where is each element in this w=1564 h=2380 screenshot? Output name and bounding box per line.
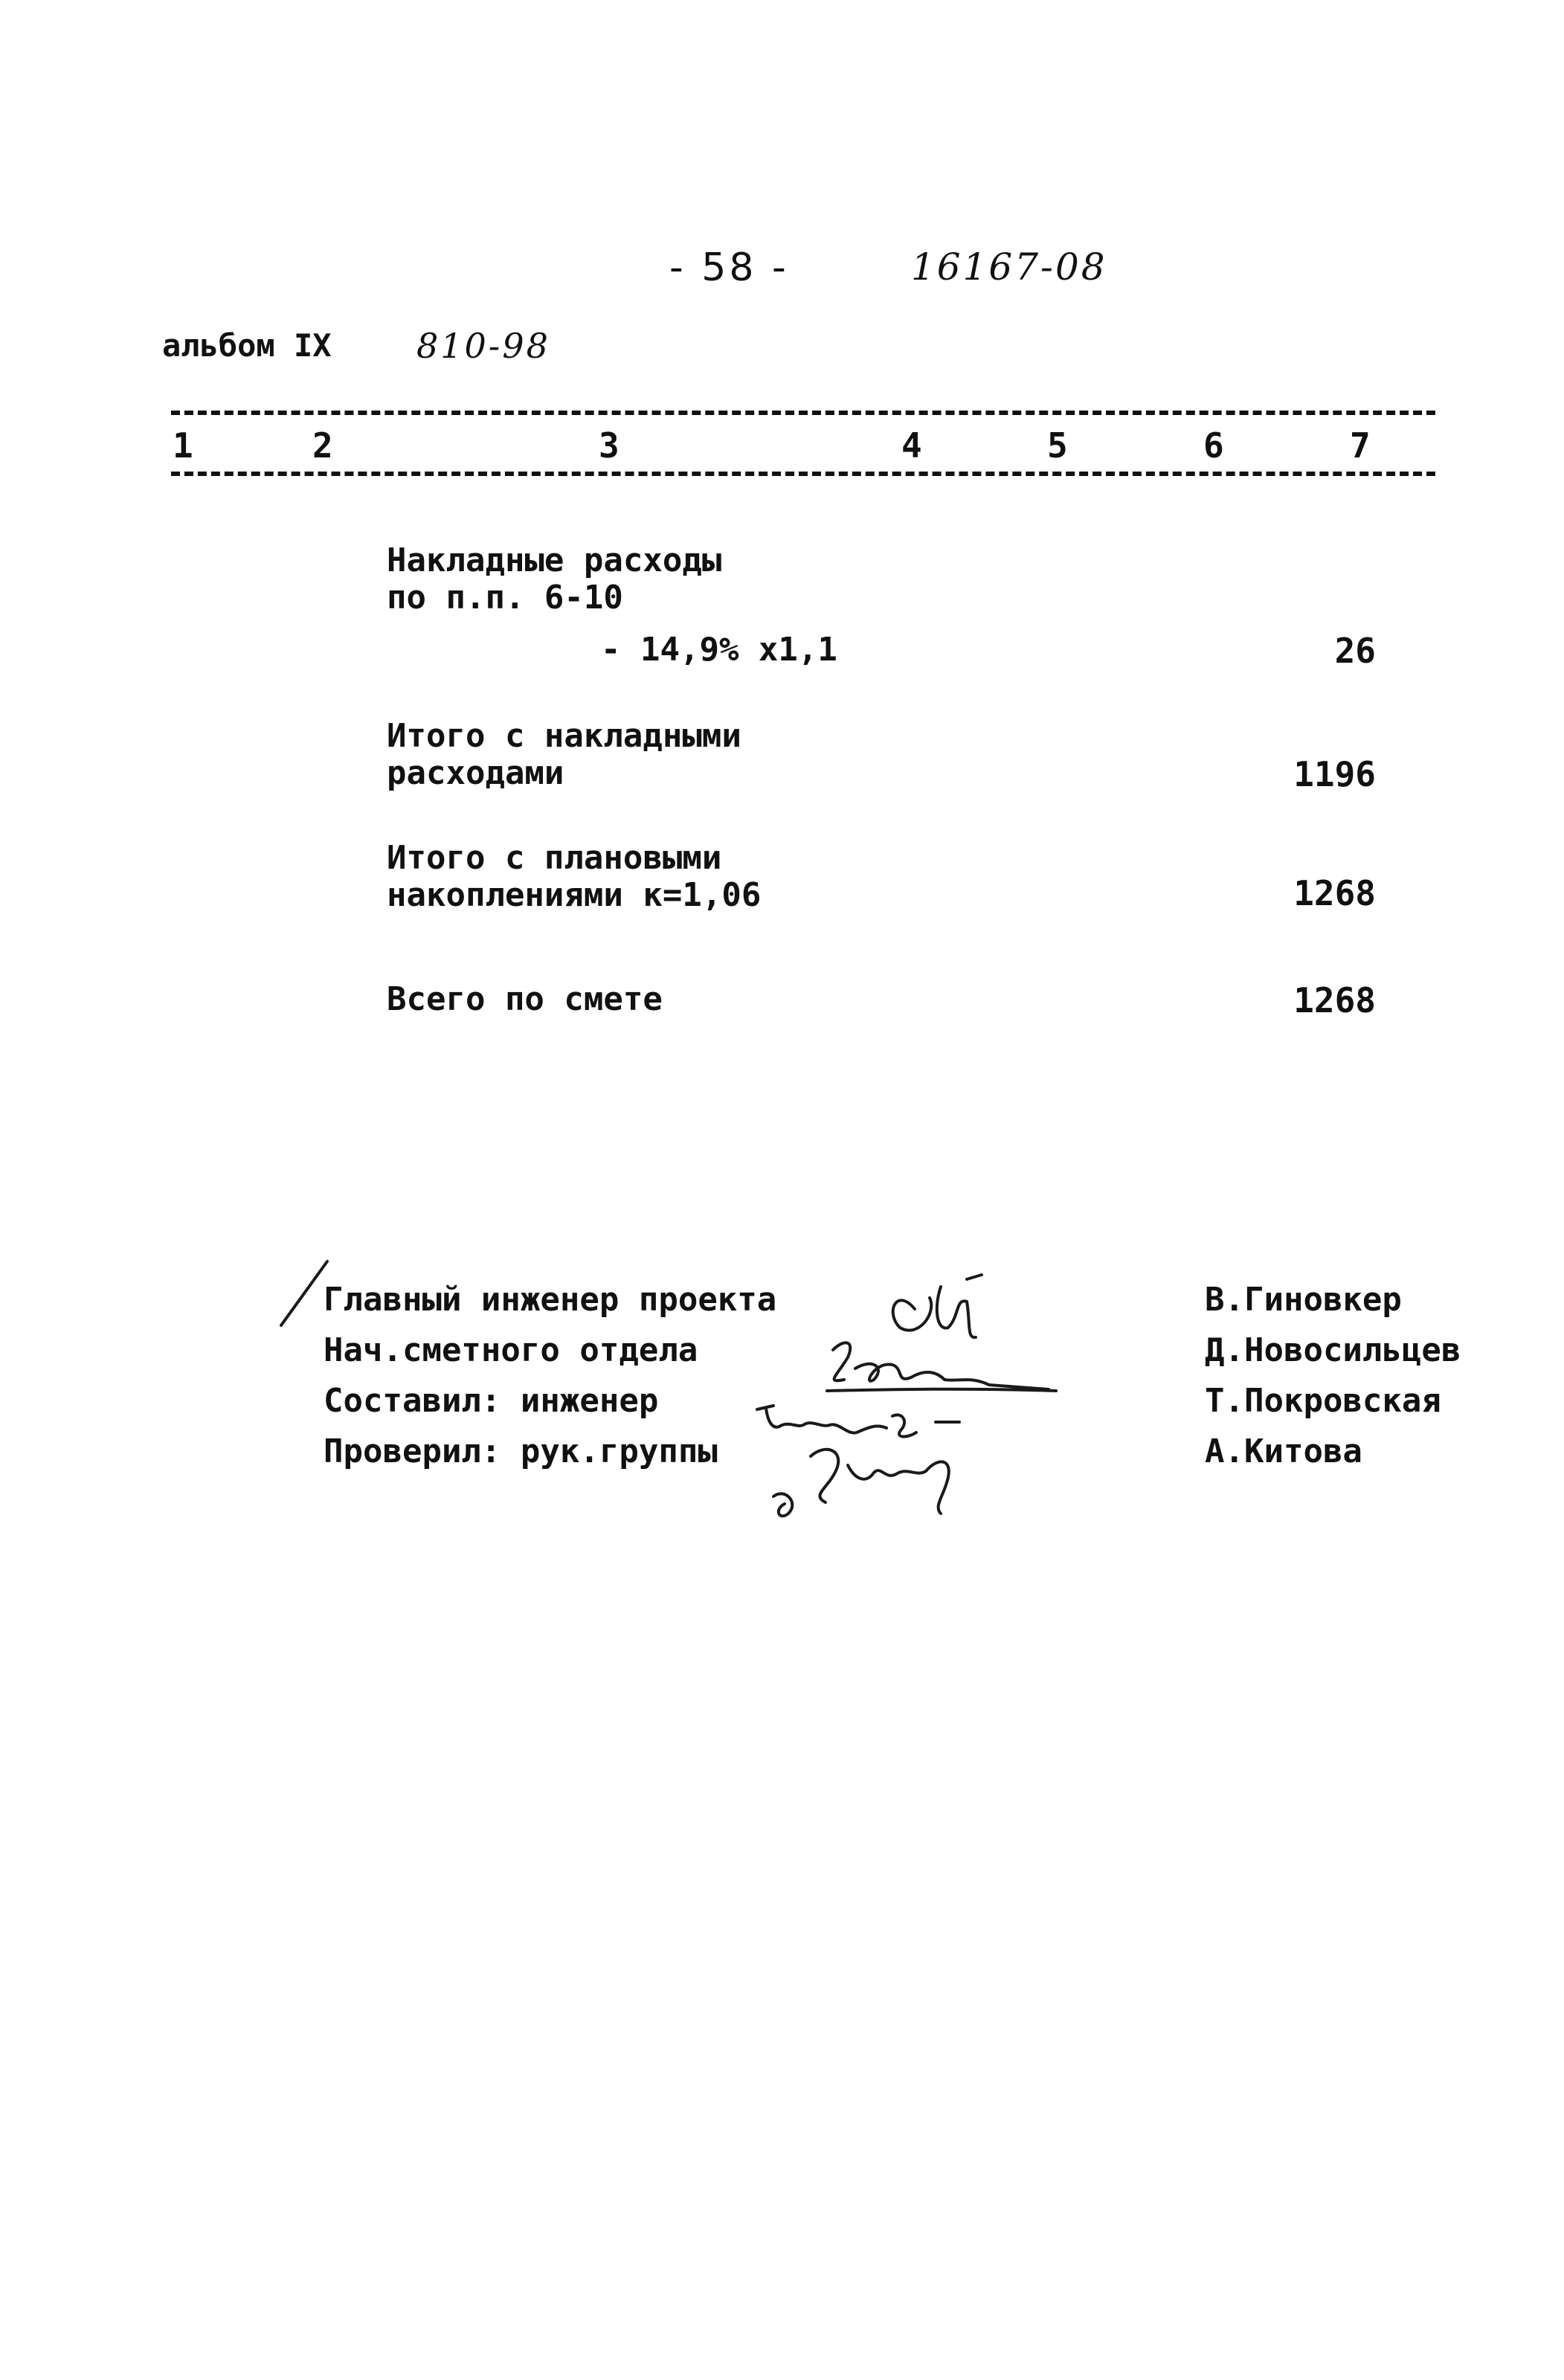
column-number: 1 [173,425,193,466]
row-formula: - 14,9% x1,1 [601,631,837,669]
header-rule-bottom [171,472,1435,476]
signature-role: Нач.сметного отдела [324,1331,698,1369]
row-value: 26 [1334,631,1376,671]
column-number: 3 [599,425,620,466]
signature-1 [893,1275,982,1337]
signature-4 [773,1450,949,1516]
album-code: 810-98 [416,326,550,366]
page-number: - 58 - [669,245,789,290]
column-number: 7 [1350,425,1371,466]
album-label: альбом IX [162,327,332,364]
signature-role: Проверил: рук.группы [324,1432,718,1470]
signature-3 [757,1406,959,1437]
row-description: Итого с накладными [387,717,741,755]
row-description: накоплениями к=1,06 [387,876,762,914]
row-description: Итого с плановыми [387,839,722,877]
row-description: по п.п. 6-10 [387,579,623,617]
signature-2 [827,1342,1056,1391]
document-code: 16167-08 [911,245,1107,289]
column-number: 2 [312,425,333,466]
header-rule-top [171,411,1435,415]
column-number: 4 [901,425,922,466]
row-value: 1268 [1293,873,1376,913]
signature-role: Составил: инженер [324,1382,659,1420]
signature-role: Главный инженер проекта [324,1281,777,1319]
signature-name: А.Китова [1205,1432,1362,1470]
signature-name: В.Гиновкер [1205,1281,1402,1319]
signature-name: Д.Новосильцев [1205,1331,1461,1369]
handwritten-signatures [744,1257,1116,1532]
column-number: 6 [1203,425,1224,466]
row-description: Накладные расходы [387,541,722,579]
row-value: 1268 [1293,980,1376,1020]
signature-name: Т.Покровская [1205,1382,1441,1420]
row-value: 1196 [1293,754,1376,794]
column-number: 5 [1047,425,1068,466]
row-description: Всего по смете [387,980,663,1018]
row-description: расходами [387,754,564,792]
